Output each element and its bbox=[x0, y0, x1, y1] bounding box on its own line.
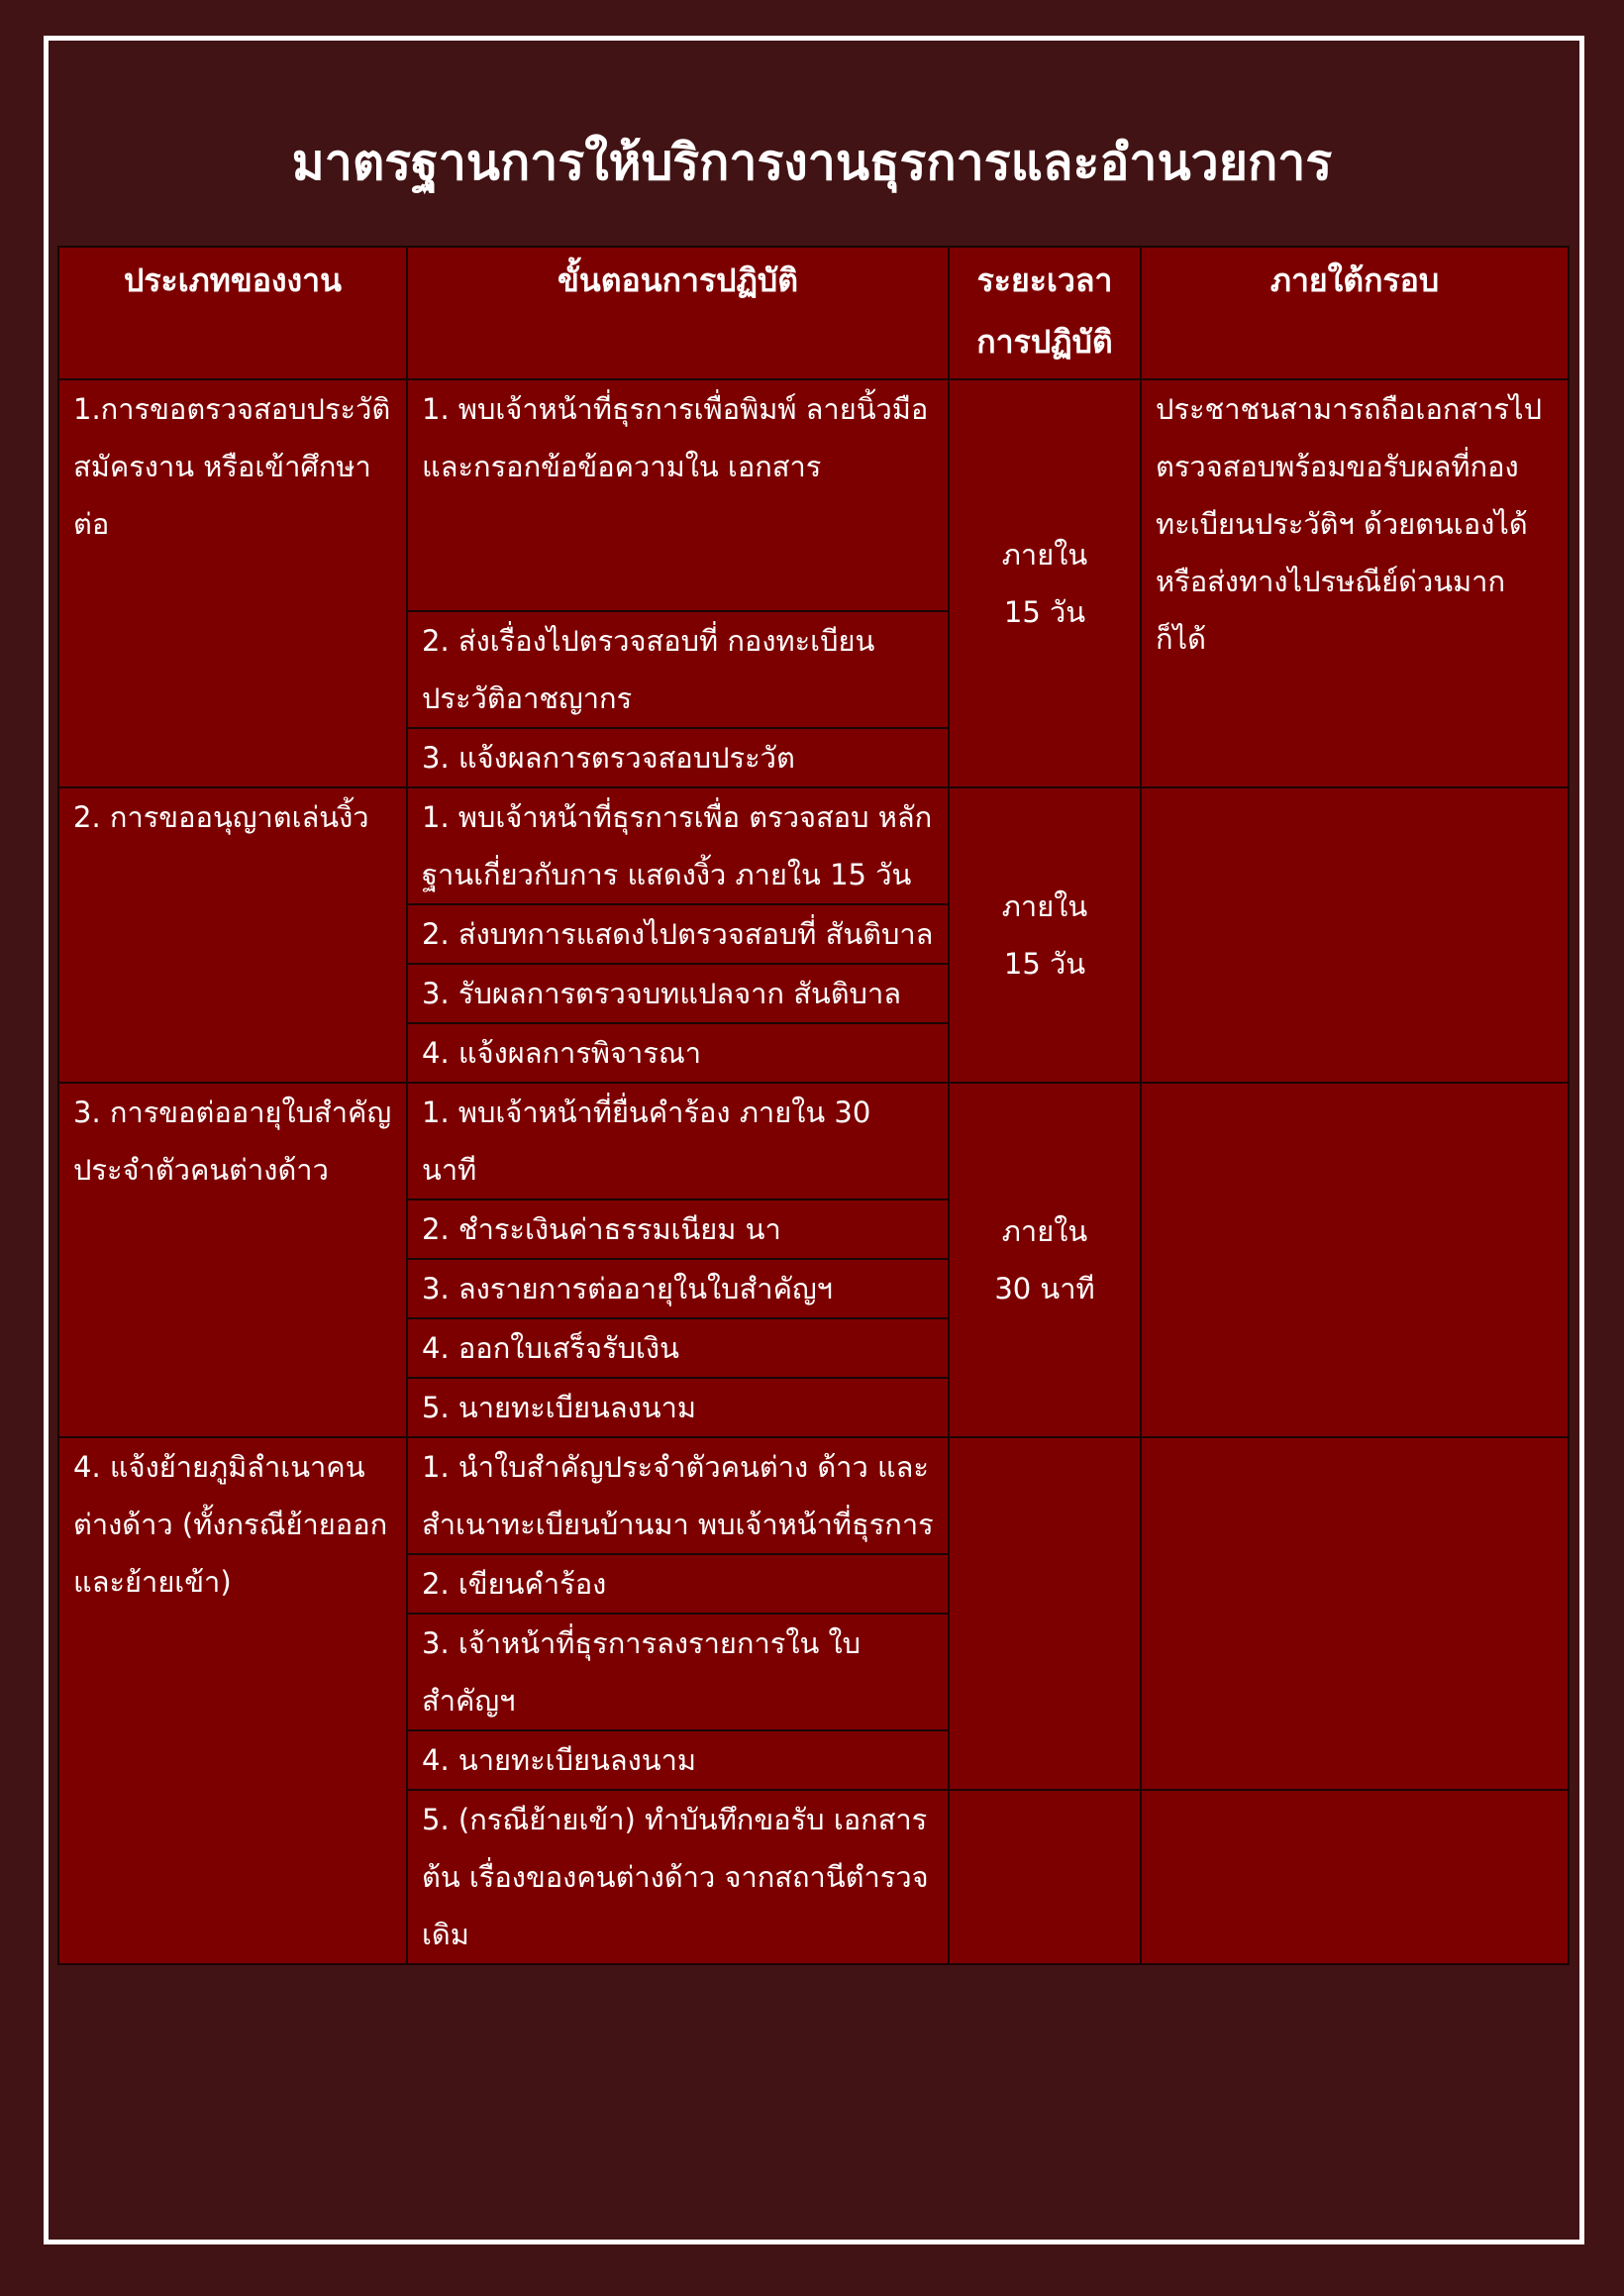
work-type-cell: 4. แจ้งย้ายภูมิลำเนาคน ต่างด้าว (ทั้งกรณีย้ายออก และย้ายเข้า) bbox=[58, 1437, 407, 1964]
step-cell: 2. ส่งเรื่องไปตรวจสอบที่ กองทะเบียน ประวัติอาชญากร bbox=[407, 611, 949, 728]
header-framework: ภายใต้กรอบ bbox=[1141, 247, 1569, 379]
step-cell: 1. พบเจ้าหน้าที่ธุรการเพื่อพิมพ์ ลายนิ้วมือ และกรอกข้อข้อความใน เอกสาร bbox=[407, 379, 949, 611]
step-cell: 2. ส่งบทการแสดงไปตรวจสอบที่ สันติบาล bbox=[407, 904, 949, 964]
step-cell: 4. นายทะเบียนลงนาม bbox=[407, 1730, 949, 1790]
duration-cell bbox=[949, 1437, 1141, 1790]
step-cell: 4. แจ้งผลการพิจารณา bbox=[407, 1023, 949, 1083]
step-cell: 4. ออกใบเสร็จรับเงิน bbox=[407, 1318, 949, 1378]
step-cell: 3. ลงรายการต่ออายุในใบสำคัญฯ bbox=[407, 1259, 949, 1318]
step-cell: 1. นำใบสำคัญประจำตัวคนต่าง ด้าว และ สำเนาทะเบียนบ้านมา พบเจ้าหน้าที่ธุรการ bbox=[407, 1437, 949, 1554]
header-duration: ระยะเวลา การปฏิบัติ bbox=[949, 247, 1141, 379]
step-cell: 2. เขียนคำร้อง bbox=[407, 1554, 949, 1614]
duration-line: ภายใน bbox=[1001, 889, 1088, 923]
duration-cell bbox=[949, 1083, 1141, 1437]
work-type-cell: 2. การขออนุญาตเล่นงิ้ว bbox=[58, 787, 407, 1083]
header-work-type: ประเภทของงาน bbox=[58, 247, 407, 379]
empty-framework-cell bbox=[1141, 1790, 1569, 1964]
table-row bbox=[58, 379, 1569, 611]
table-row bbox=[58, 1083, 1569, 1200]
duration-value: 15 วัน bbox=[1003, 947, 1086, 981]
duration-line: ภายใน bbox=[1001, 538, 1088, 572]
step-cell: 1. พบเจ้าหน้าที่ธุรการเพื่อ ตรวจสอบ หลักฐานเกี่ยวกับการ แสดงงิ้ว ภายใน 15 วัน bbox=[407, 787, 949, 904]
duration-line: ภายใน bbox=[1001, 1214, 1088, 1248]
header-procedure: ขั้นตอนการปฏิบัติ bbox=[407, 247, 949, 379]
step-cell: 2. ชำระเงินค่าธรรมเนียม นา bbox=[407, 1200, 949, 1259]
table-row bbox=[58, 787, 1569, 904]
framework-cell bbox=[1141, 1083, 1569, 1437]
duration-cell bbox=[949, 379, 1141, 787]
framework-cell: ประชาชนสามารถถือเอกสารไป ตรวจสอบพร้อมขอรับผลที่กอง ทะเบียนประวัติฯ ด้วยตนเองได้ หรือส่งทางไปรษณีย์ด่วนมากก็ได้ bbox=[1141, 379, 1569, 787]
table-row bbox=[58, 1437, 1569, 1554]
framework-cell bbox=[1141, 1437, 1569, 1790]
framework-cell bbox=[1141, 787, 1569, 1083]
duration-value: 30 นาที bbox=[994, 1272, 1095, 1305]
service-standard-table bbox=[57, 246, 1570, 1965]
empty-duration-cell bbox=[949, 1790, 1141, 1964]
step-cell: 5. (กรณีย้ายเข้า) ทำบันทึกขอรับ เอกสาร ต้น เรื่องของคนต่างด้าว จากสถานีตำรวจเดิม bbox=[407, 1790, 949, 1964]
step-cell: 3. รับผลการตรวจบทแปลจาก สันติบาล bbox=[407, 964, 949, 1023]
table-header-row bbox=[58, 247, 1569, 379]
step-cell: 1. พบเจ้าหน้าที่ยื่นคำร้อง ภายใน 30 นาที bbox=[407, 1083, 949, 1200]
work-type-cell: 1.การขอตรวจสอบประวัติ สมัครงาน หรือเข้าศึกษา ต่อ bbox=[58, 379, 407, 787]
step-cell: 3. เจ้าหน้าที่ธุรการลงรายการใน ใบสำคัญฯ bbox=[407, 1614, 949, 1730]
step-cell: 5. นายทะเบียนลงนาม bbox=[407, 1378, 949, 1437]
duration-value: 15 วัน bbox=[1003, 595, 1086, 629]
work-type-cell: 3. การขอต่ออายุใบสำคัญ ประจำตัวคนต่างด้าว bbox=[58, 1083, 407, 1437]
duration-cell bbox=[949, 787, 1141, 1083]
step-cell: 3. แจ้งผลการตรวจสอบประวัต bbox=[407, 728, 949, 787]
page-title: มาตรฐานการให้บริการงานธุรการและอำนวยการ bbox=[291, 134, 1333, 191]
